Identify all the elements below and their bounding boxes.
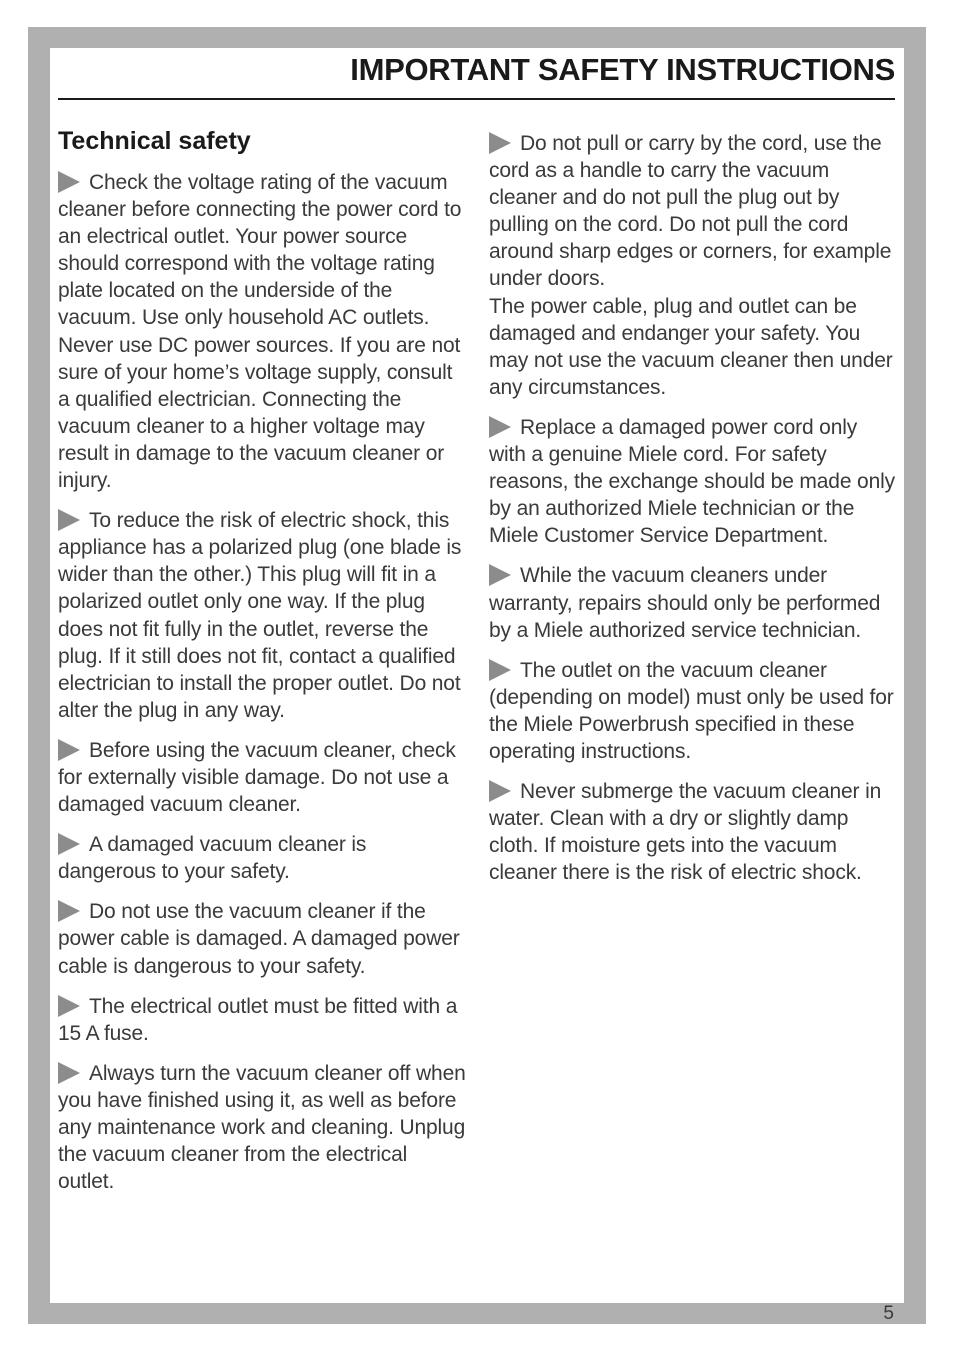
instruction-item (58, 169, 468, 494)
triangle-bullet-icon (58, 171, 80, 193)
instruction-text: The outlet on the vacuum cleaner (depending on model) must only be used for the Miele Powerbrush specified in these operating instructions. (489, 658, 894, 763)
instruction-item (58, 831, 468, 885)
instruction-text: To reduce the risk of electric shock, this appliance has a polarized plug (one blade is wider than the other.) This plug will fit in a polarized outlet only one way. If the plug does not fit fully in the outlet, reverse the plug. If it still does not fit, contact a qualified electrician to install the proper outlet. Do not alter the plug in any way. (58, 509, 462, 722)
instruction-text: Never submerge the vacuum cleaner in water. Clean with a dry or slightly damp cloth. If moisture gets into the vacuum cleaner there is the risk of electric shock. (489, 780, 882, 885)
triangle-bullet-icon (58, 739, 80, 761)
instruction-item (58, 507, 468, 724)
page-number: 5 (883, 1303, 894, 1324)
instruction-text: Check the voltage rating of the vacuum cleaner before connecting the power cord to an electrical outlet. Your power source should correspond with the voltage rating plate located on the underside of the vacuum. Use only household AC outlets. Never use DC power sources. If you are not sure of your home’s voltage supply, consult a qualified electrician. Connecting the vacuum cleaner to a higher voltage may result in damage to the vacuum cleaner or injury. (58, 171, 462, 493)
left-column (58, 124, 468, 1208)
instruction-item (489, 414, 899, 549)
triangle-bullet-icon (58, 509, 80, 531)
instruction-item (489, 778, 899, 886)
triangle-bullet-icon (489, 132, 511, 154)
instruction-text: Replace a damaged power cord only with a genuine Miele cord. For safety reasons, the exchange should be made only by an authorized Miele technician or the Miele Customer Service Department. (489, 415, 895, 548)
instruction-item (58, 898, 468, 979)
triangle-bullet-icon (58, 900, 80, 922)
triangle-bullet-icon (489, 416, 511, 438)
instruction-continuation: The power cable, plug and outlet can be damaged and endanger your safety. You may not use the vacuum cleaner then under any circumstances. (489, 294, 893, 399)
triangle-bullet-icon (58, 995, 80, 1017)
instruction-text: Before using the vacuum cleaner, check for externally visible damage. Do not use a damaged vacuum cleaner. (58, 738, 456, 817)
page-title: IMPORTANT SAFETY INSTRUCTIONS (350, 52, 895, 87)
instruction-text: While the vacuum cleaners under warranty, repairs should only be performed by a Miele authorized service technician. (489, 564, 881, 642)
instruction-item (58, 993, 468, 1047)
triangle-bullet-icon (489, 564, 511, 586)
instruction-item (58, 737, 468, 818)
triangle-bullet-icon (58, 833, 80, 855)
triangle-bullet-icon (58, 1062, 80, 1084)
section-heading: Technical safety (58, 127, 251, 155)
instruction-text: Do not use the vacuum cleaner if the power cable is damaged. A damaged power cable is dangerous to your safety. (58, 900, 460, 978)
instruction-text: Do not pull or carry by the cord, use the cord as a handle to carry the vacuum cleaner and do not pull the plug out by pulling on the cord. Do not pull the cord around sharp edges or corners, for example under doors. (489, 132, 892, 291)
header-divider (58, 98, 895, 100)
instruction-text: A damaged vacuum cleaner is dangerous to your safety. (58, 833, 367, 884)
instruction-item (489, 657, 899, 765)
instruction-item (58, 1060, 468, 1195)
triangle-bullet-icon (489, 780, 511, 802)
instruction-item (489, 562, 899, 643)
instruction-text: The electrical outlet must be fitted with a 15 A fuse. (58, 994, 458, 1045)
triangle-bullet-icon (489, 659, 511, 681)
right-column (489, 130, 899, 899)
instruction-item (489, 130, 899, 401)
instruction-text: Always turn the vacuum cleaner off when you have finished using it, as well as before any maintenance work and cleaning. Unplug the vacuum cleaner from the electrical outlet. (58, 1061, 466, 1194)
